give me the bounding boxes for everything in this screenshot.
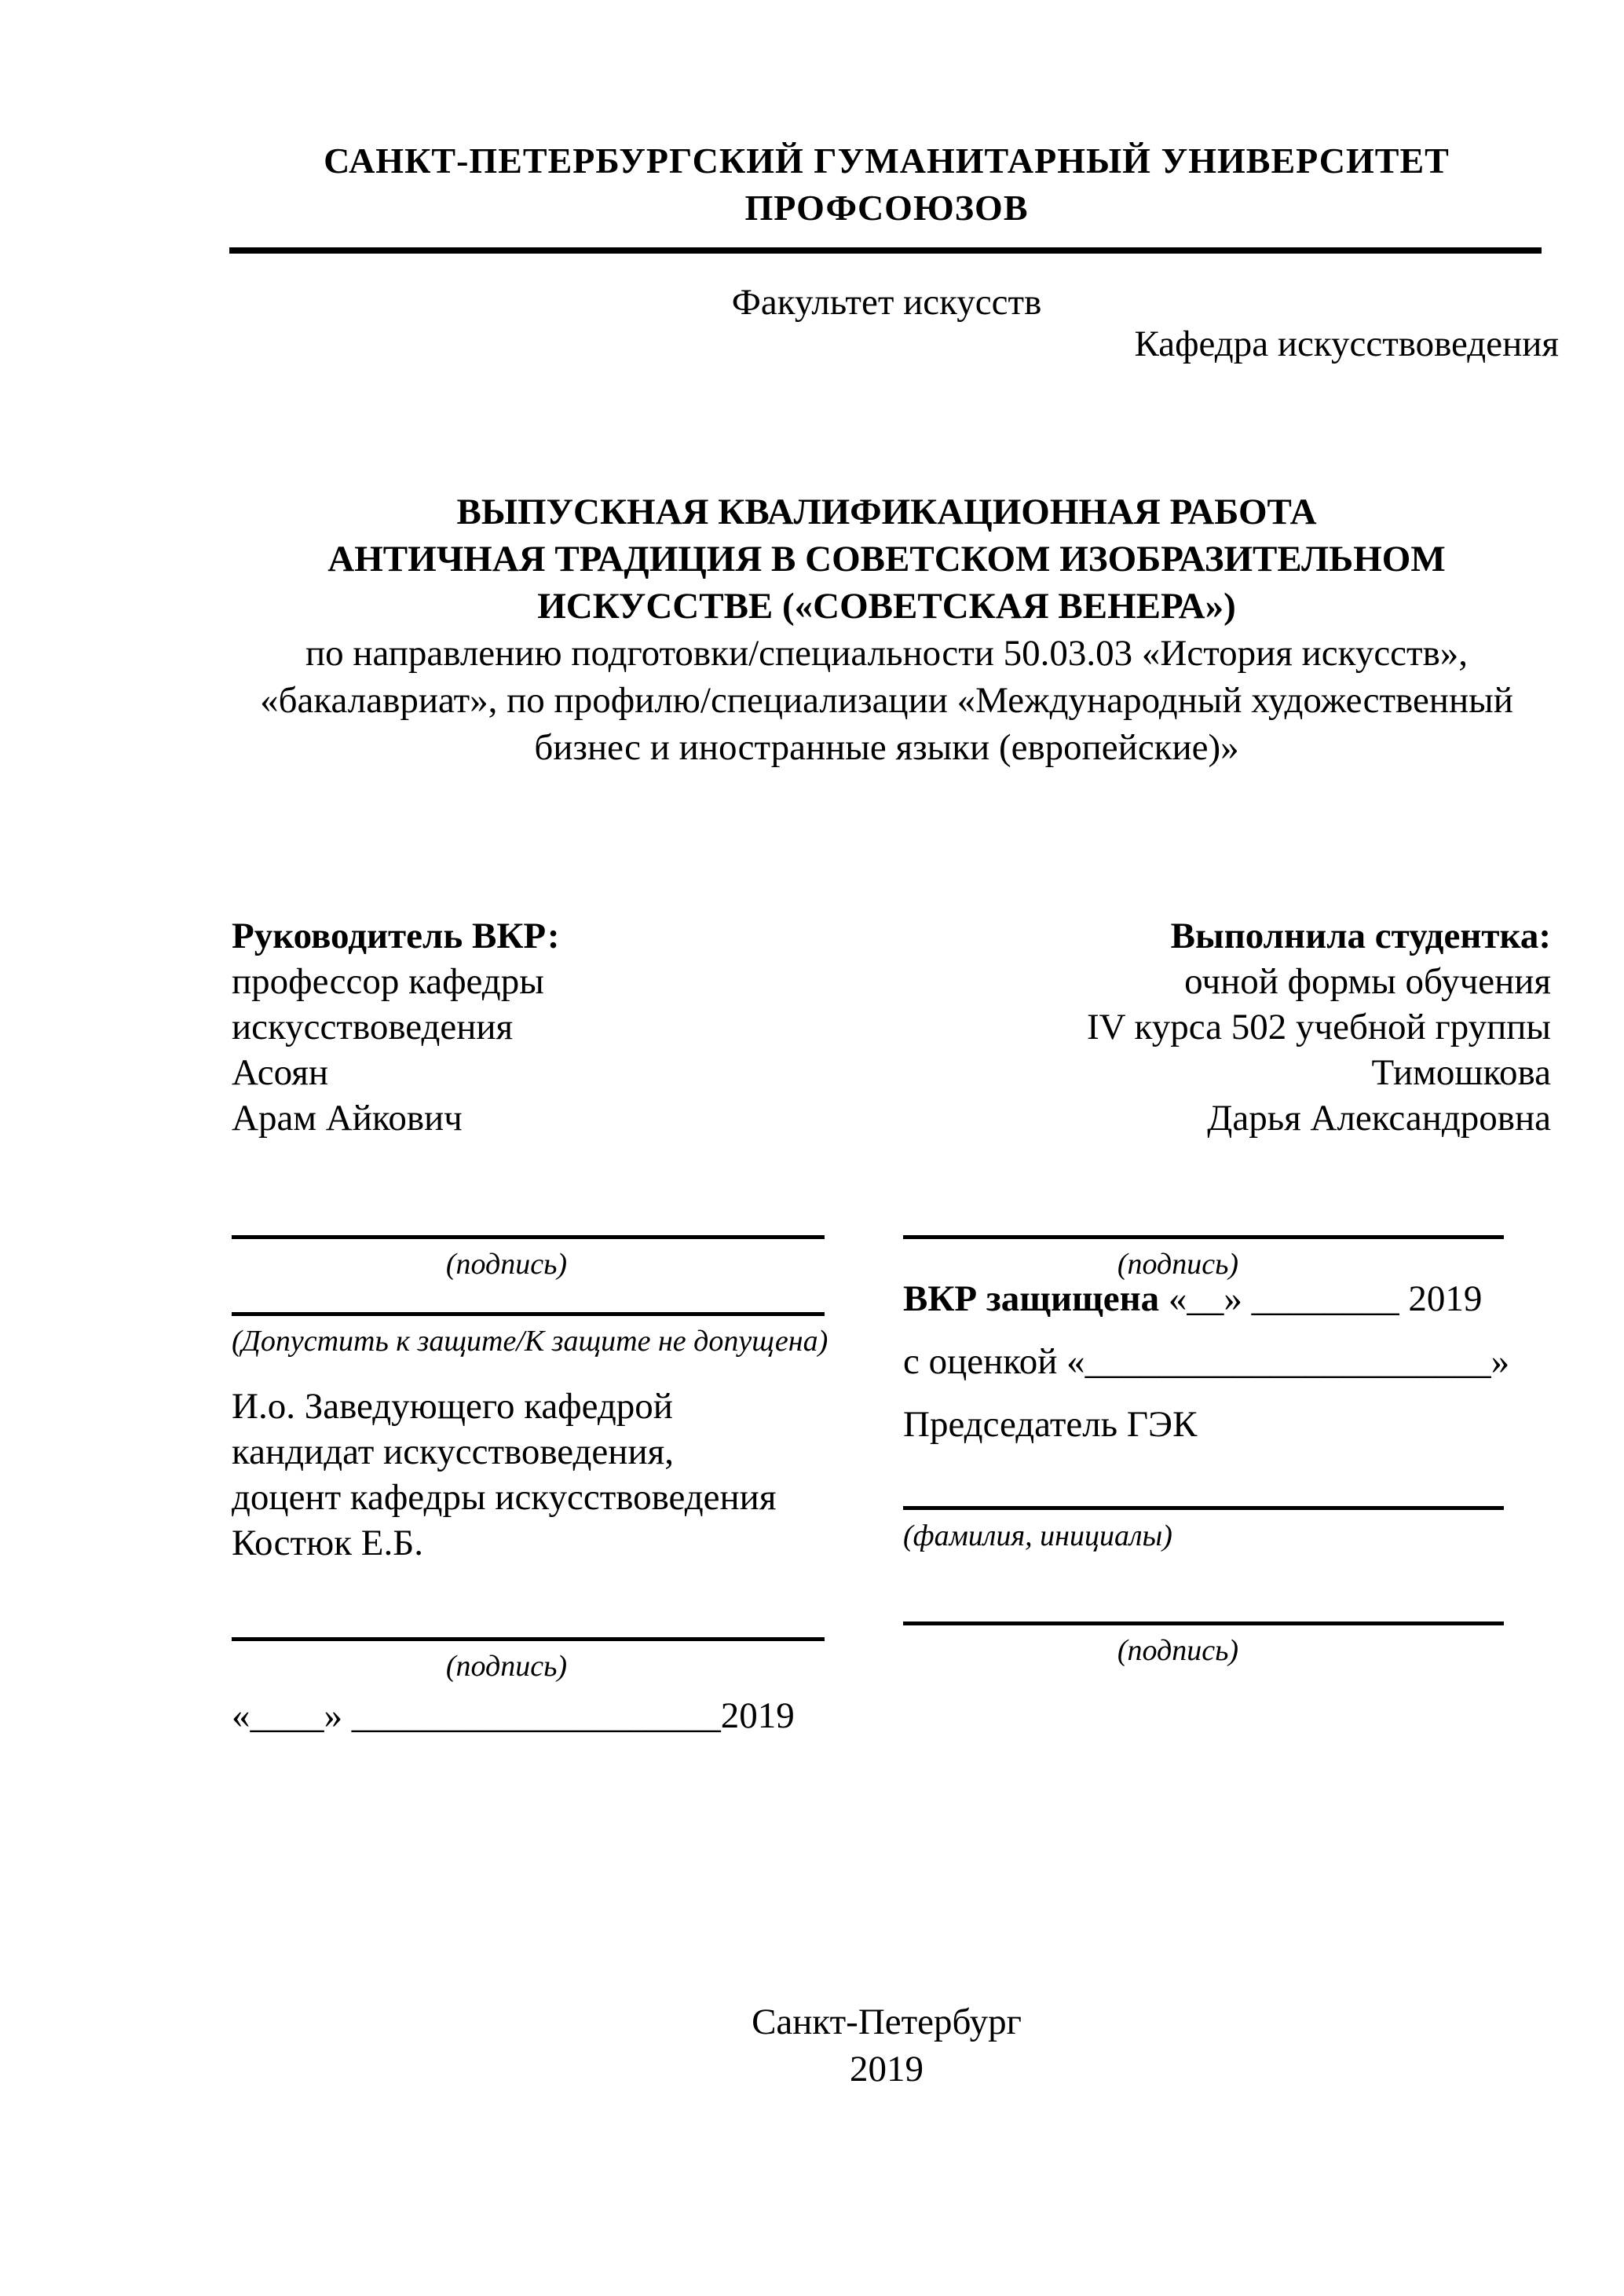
head-signature-line xyxy=(232,1637,825,1641)
department-head-line: Костюк Е.Б. xyxy=(232,1523,423,1563)
student-block xyxy=(828,913,1551,1141)
header-rule xyxy=(229,247,1542,254)
department-head-line: доцент кафедры искусствоведения xyxy=(232,1477,777,1518)
signature-label: (подпись) xyxy=(1117,1248,1239,1281)
defense-grade-row: с оценкой «______________________» xyxy=(903,1341,1510,1382)
footer-city: Санкт-Петербург xyxy=(752,2002,1022,2042)
signature-label: (подпись) xyxy=(1117,1634,1239,1667)
admission-label: (Допустить к защите/К защите не допущена) xyxy=(232,1325,828,1358)
department-line: Кафедра искусствоведения xyxy=(1134,324,1559,364)
chairman-signature-line xyxy=(903,1621,1504,1625)
department-head-block xyxy=(232,1384,891,1566)
work-type-line: ВЫПУСКНАЯ КВАЛИФИКАЦИОННАЯ РАБОТА xyxy=(456,492,1317,532)
program-line3: бизнес и иностранные языки (европейские)» xyxy=(534,727,1239,768)
defense-date-blank: «__» ________ 2019 xyxy=(1159,1278,1483,1319)
footer-year: 2019 xyxy=(850,2049,924,2089)
chairman-title: Председатель ГЭК xyxy=(903,1404,1198,1445)
student-line: Тимошкова xyxy=(1371,1052,1551,1093)
university-name-line1: САНКТ-ПЕТЕРБУРГСКИЙ ГУМАНИТАРНЫЙ УНИВЕРСИТЕТ xyxy=(324,141,1450,181)
supervisor-line: профессор кафедры xyxy=(232,961,544,1002)
department-head-line: И.о. Заведующего кафедрой xyxy=(232,1386,673,1427)
supervisor-line: Асоян xyxy=(232,1052,329,1093)
student-line: IV курса 502 учебной группы xyxy=(1087,1007,1551,1047)
university-header xyxy=(232,137,1542,232)
footer-block xyxy=(232,1998,1542,2093)
student-line: очной формы обучения xyxy=(1184,961,1551,1002)
student-heading: Выполнила студентка: xyxy=(1170,916,1551,956)
signature-label: (подпись) xyxy=(445,1248,568,1281)
defense-label: ВКР защищена xyxy=(903,1278,1160,1319)
student-signature-line xyxy=(903,1235,1504,1239)
work-title-block xyxy=(232,488,1542,771)
supervisor-heading: Руководитель ВКР: xyxy=(232,916,560,956)
admission-line xyxy=(232,1312,825,1316)
work-title-line2: ИСКУССТВЕ («СОВЕТСКАЯ ВЕНЕРА») xyxy=(537,586,1236,627)
student-line: Дарья Александровна xyxy=(1207,1098,1551,1139)
head-date-blank: «____» ____________________2019 xyxy=(232,1695,795,1736)
university-name-line2: ПРОФСОЮЗОВ xyxy=(744,188,1029,228)
department-head-line: кандидат искусствоведения, xyxy=(232,1431,674,1472)
supervisor-line: Арам Айкович xyxy=(232,1098,463,1139)
supervisor-signature-line xyxy=(232,1235,825,1239)
program-line2: «бакалавриат», по профилю/специализации «Международный художественный xyxy=(260,680,1513,721)
work-title-line1: АНТИЧНАЯ ТРАДИЦИЯ В СОВЕТСКОМ ИЗОБРАЗИТЕЛЬНОМ xyxy=(327,539,1446,579)
supervisor-block xyxy=(232,913,844,1141)
defense-date-row xyxy=(903,1276,1578,1322)
signature-label: (подпись) xyxy=(445,1650,568,1683)
supervisor-line: искусствоведения xyxy=(232,1007,514,1047)
surname-initials-label: (фамилия, инициалы) xyxy=(903,1519,1172,1552)
chairman-name-line xyxy=(903,1506,1504,1510)
faculty-line: Факультет искусств xyxy=(731,282,1042,323)
program-line1: по направлению подготовки/специальности 50.03.03 «История искусств», xyxy=(305,633,1469,674)
